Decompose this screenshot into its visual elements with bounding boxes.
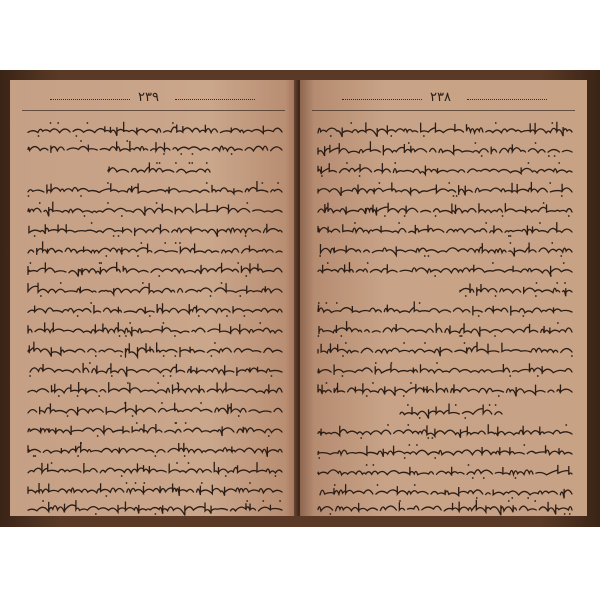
text-line xyxy=(28,303,282,314)
text-line xyxy=(318,222,572,235)
text-line xyxy=(25,122,282,136)
text-line xyxy=(25,241,282,254)
text-line xyxy=(28,500,282,515)
text-line xyxy=(28,402,282,416)
text-line xyxy=(28,483,282,496)
text-line xyxy=(28,382,282,393)
text-line xyxy=(28,322,282,336)
text-line xyxy=(315,203,572,216)
text-line xyxy=(28,424,282,436)
text-line xyxy=(26,224,282,236)
text-line xyxy=(28,262,282,277)
section-heading xyxy=(397,403,502,418)
text-line xyxy=(25,462,282,473)
text-line xyxy=(28,141,282,152)
text-line xyxy=(318,500,572,515)
text-line xyxy=(318,342,572,356)
text-line xyxy=(318,301,572,315)
text-line xyxy=(317,484,572,498)
page-number: ٢٣٨ xyxy=(430,90,451,105)
left-page-text xyxy=(10,80,297,516)
text-line xyxy=(27,363,282,377)
text-line xyxy=(318,122,572,137)
right-page-text xyxy=(300,80,587,516)
text-line xyxy=(318,383,572,397)
text-line xyxy=(28,442,282,457)
text-line xyxy=(316,321,572,336)
page-number: ٢٣٩ xyxy=(138,90,159,105)
text-line xyxy=(318,182,572,196)
text-line xyxy=(318,363,572,374)
text-line xyxy=(315,163,572,174)
section-heading xyxy=(108,162,210,173)
right-page xyxy=(300,80,587,516)
text-line xyxy=(28,342,282,357)
text-line xyxy=(460,284,572,297)
left-page xyxy=(10,80,297,516)
text-line xyxy=(315,424,572,438)
text-line xyxy=(28,181,282,194)
text-line xyxy=(28,202,282,217)
text-line xyxy=(317,242,572,256)
text-line xyxy=(318,445,572,457)
text-line xyxy=(318,465,572,476)
text-line xyxy=(28,283,282,295)
text-line xyxy=(318,262,572,275)
text-line xyxy=(318,141,572,156)
